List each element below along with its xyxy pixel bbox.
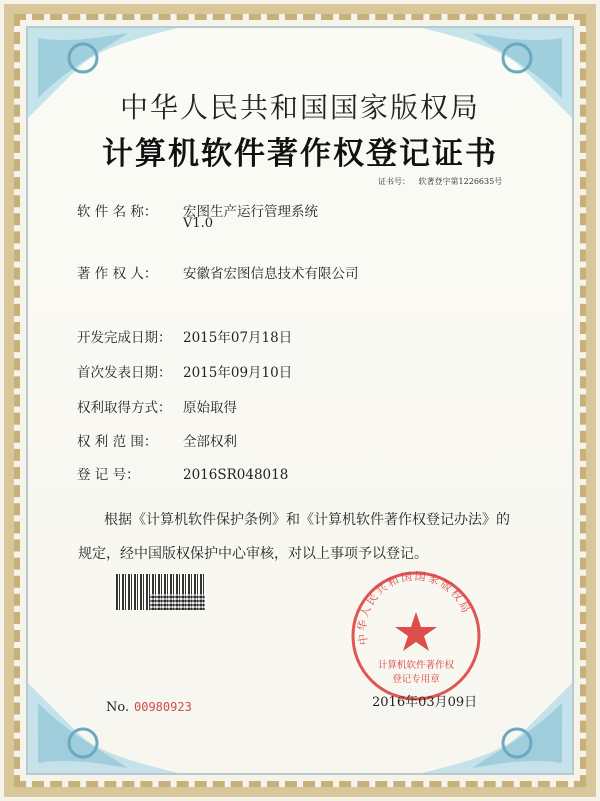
field-value: 宏图生产运行管理系统 bbox=[183, 204, 318, 220]
statement-line-1: 根据《计算机软件保护条例》和《计算机软件著作权登记办法》的 bbox=[104, 512, 510, 528]
field-label: 开发完成日期： bbox=[77, 330, 172, 346]
field-value: 原始取得 bbox=[183, 400, 237, 416]
field-value: 2015年07月18日 bbox=[183, 330, 293, 346]
certificate-number bbox=[378, 176, 508, 187]
barcode-noise bbox=[150, 594, 205, 610]
seal-ring-text: 中华人民共和国国家版权局 bbox=[355, 569, 474, 646]
field-label: 著 作 权 人： bbox=[77, 266, 158, 282]
serial-number: 00980923 bbox=[134, 700, 192, 714]
field-copyright-owner bbox=[77, 262, 359, 282]
field-value: 2015年09月10日 bbox=[183, 365, 293, 381]
field-label: 权 利 范 围： bbox=[77, 434, 158, 450]
field-label: 软 件 名 称： bbox=[77, 204, 158, 220]
field-acquisition-method bbox=[77, 396, 237, 416]
corner-ornament-icon bbox=[28, 683, 178, 773]
certificate-number-label: 证书号： bbox=[378, 177, 410, 186]
field-label: 首次发表日期： bbox=[77, 365, 172, 381]
field-rights-scope bbox=[77, 430, 237, 450]
official-seal bbox=[346, 566, 486, 706]
software-version: V1.0 bbox=[183, 216, 214, 231]
field-value: 全部权利 bbox=[183, 434, 237, 450]
field-completion-date bbox=[77, 326, 292, 346]
seal-line-2: 登记专用章 bbox=[392, 674, 440, 685]
field-publication-date bbox=[77, 361, 292, 381]
field-value: 2016SR048018 bbox=[183, 467, 289, 483]
field-registration-number bbox=[77, 463, 288, 483]
seal-line-1: 计算机软件著作权 bbox=[377, 660, 455, 671]
statement-line-2: 规定，经中国版权保护中心审核，对以上事项予以登记。 bbox=[78, 546, 428, 562]
issuing-agency: 中华人民共和国国家版权局 bbox=[119, 91, 480, 124]
field-label: 权利取得方式： bbox=[77, 400, 172, 416]
certificate-title: 计算机软件著作权登记证书 bbox=[102, 136, 498, 172]
serial-label: No. bbox=[106, 700, 130, 715]
field-value: 安徽省宏图信息技术有限公司 bbox=[183, 266, 359, 282]
star-icon bbox=[395, 612, 437, 651]
field-label: 登 记 号： bbox=[77, 467, 140, 483]
issue-date: 2016年03月09日 bbox=[372, 695, 478, 710]
certificate-number-value: 软著登字第1226635号 bbox=[418, 177, 503, 186]
